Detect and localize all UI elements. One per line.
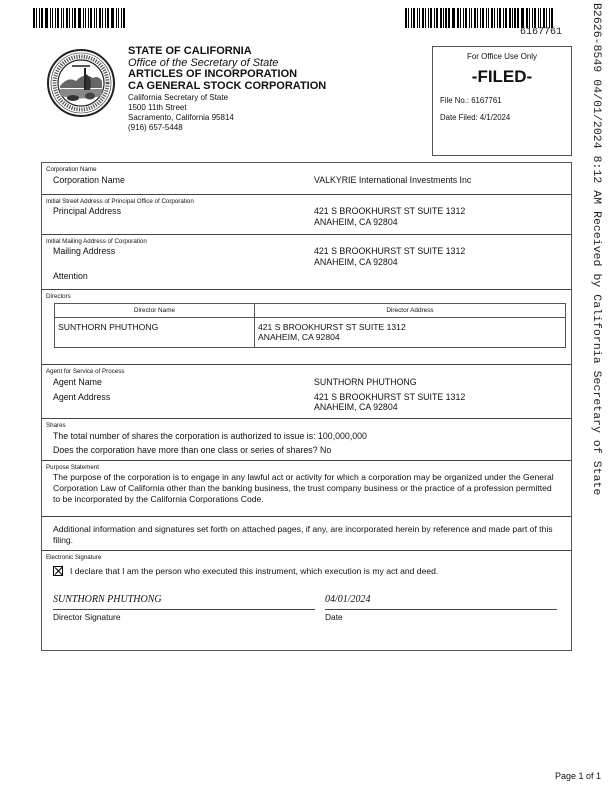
sos-address-line: Sacramento, California 95814 bbox=[128, 113, 234, 123]
filed-status: -FILED- bbox=[471, 67, 533, 86]
director-signature-value: SUNTHORN PHUTHONG bbox=[53, 594, 315, 610]
barcode-bar bbox=[529, 8, 530, 28]
declaration-checkbox[interactable] bbox=[53, 566, 63, 576]
barcode-bar bbox=[474, 8, 476, 28]
section-label: Agent for Service of Process bbox=[46, 368, 125, 375]
barcode-bar bbox=[118, 8, 119, 28]
agent-name-value: SUNTHORN PHUTHONG bbox=[314, 377, 417, 387]
principal-address-line1: 421 S BROOKHURST ST SUITE 1312 bbox=[314, 206, 466, 216]
barcode-bar bbox=[33, 8, 35, 28]
barcode-bar bbox=[88, 8, 89, 28]
barcode-bar bbox=[512, 8, 513, 28]
barcode-bar bbox=[69, 8, 70, 28]
section-corporation-name bbox=[42, 163, 571, 195]
document-header bbox=[128, 46, 326, 133]
director-address bbox=[255, 318, 566, 348]
sos-phone: (916) 657-5448 bbox=[128, 123, 183, 133]
barcode-bar bbox=[551, 8, 553, 28]
field-label: Attention bbox=[53, 271, 88, 282]
barcode-bar bbox=[411, 8, 412, 28]
mailing-address-line1: 421 S BROOKHURST ST SUITE 1312 bbox=[314, 246, 466, 256]
field-label: Mailing Address bbox=[53, 246, 116, 256]
barcode-bar bbox=[94, 8, 95, 28]
signature-date-value: 04/01/2024 bbox=[325, 594, 557, 610]
file-number: File No.: 6167761 bbox=[440, 96, 502, 105]
barcode-bar bbox=[61, 8, 62, 28]
barcode-bar bbox=[430, 8, 432, 28]
document-subtitle: CA GENERAL STOCK CORPORATION bbox=[128, 79, 327, 92]
barcode-bar bbox=[491, 8, 493, 28]
purpose-statement: The purpose of the corporation is to engage in any lawful act or activity for which a corporation may be organized under the General Corporation Law of California other than the banking business, the trust company business or the practice of a profession permitted to be incorporated by the California Corporations Code. bbox=[53, 472, 554, 505]
page-number: Page 1 of 1 bbox=[555, 771, 602, 781]
barcode-bar bbox=[55, 8, 56, 28]
sos-address-line: 1500 11th Street bbox=[128, 103, 187, 113]
barcode-bar bbox=[85, 8, 86, 28]
field-label: Agent Name bbox=[53, 377, 102, 387]
date-filed: Date Filed: 4/1/2024 bbox=[440, 113, 511, 122]
articles-form bbox=[41, 162, 572, 651]
barcode-bar bbox=[116, 8, 118, 28]
additional-info-text: Additional information and signatures set forth on attached pages, if any, are incorporated herein by reference and made part of this filing. bbox=[53, 524, 553, 546]
barcode-bar bbox=[123, 8, 125, 28]
agent-address-line1: 421 S BROOKHURST ST SUITE 1312 bbox=[314, 391, 466, 402]
director-address-line1: 421 S BROOKHURST ST SUITE 1312 bbox=[258, 322, 406, 332]
section-label: Shares bbox=[46, 422, 66, 429]
barcode-bar bbox=[471, 8, 472, 28]
barcode-bar bbox=[448, 8, 450, 28]
barcode-bar bbox=[465, 8, 467, 28]
barcode-bar bbox=[99, 8, 101, 28]
mailing-address-line2: ANAHEIM, CA 92804 bbox=[314, 256, 398, 267]
corporation-name-value: VALKYRIE International Investments Inc bbox=[314, 175, 472, 185]
barcode-bar bbox=[505, 8, 506, 28]
office-use-box bbox=[432, 46, 572, 156]
barcode-bar bbox=[74, 8, 76, 28]
barcode-bar bbox=[477, 8, 478, 28]
section-additional-info bbox=[42, 517, 571, 551]
barcode-bar bbox=[517, 8, 519, 28]
barcode-bar bbox=[66, 8, 68, 28]
barcode-bar bbox=[102, 8, 103, 28]
barcode-bar bbox=[50, 8, 52, 28]
barcode-bar bbox=[422, 8, 424, 28]
office-use-title: For Office Use Only bbox=[466, 52, 538, 61]
section-agent bbox=[42, 365, 571, 419]
barcode-bar bbox=[63, 8, 64, 28]
barcode-bar bbox=[79, 8, 80, 28]
barcode-bar bbox=[486, 8, 487, 28]
barcode-bar bbox=[107, 8, 109, 28]
principal-address-line2: ANAHEIM, CA 92804 bbox=[314, 216, 398, 227]
barcode-number: 6167761 bbox=[520, 27, 563, 38]
barcode-right bbox=[405, 8, 555, 28]
barcode-bar bbox=[549, 8, 550, 28]
barcode-bar bbox=[112, 8, 113, 28]
barcode-bar bbox=[121, 8, 122, 28]
state-name: STATE OF CALIFORNIA bbox=[128, 45, 252, 57]
barcode-bar bbox=[526, 8, 528, 28]
section-label: Initial Mailing Address of Corporation bbox=[46, 238, 147, 245]
section-label: Corporation Name bbox=[46, 166, 97, 173]
sos-address bbox=[128, 93, 326, 133]
table-row bbox=[55, 318, 566, 348]
state-seal-icon bbox=[46, 48, 116, 118]
authorized-shares: The total number of shares the corporation is authorized to issue is: 100,000,000 bbox=[53, 431, 367, 441]
barcode-bar bbox=[425, 8, 426, 28]
barcode-bar bbox=[419, 8, 420, 28]
barcode-bar bbox=[469, 8, 470, 28]
director-signature-label: Director Signature bbox=[53, 612, 121, 622]
barcode-left bbox=[33, 8, 127, 28]
barcode-bar bbox=[83, 8, 85, 28]
barcode-bar bbox=[45, 8, 46, 28]
barcode-bar bbox=[46, 8, 47, 28]
barcode-bar bbox=[428, 8, 429, 28]
barcode-bar bbox=[57, 8, 59, 28]
barcode-bar bbox=[453, 8, 454, 28]
section-label: Directors bbox=[46, 293, 71, 300]
signature-date-label: Date bbox=[325, 612, 343, 622]
section-label: Purpose Statement bbox=[46, 464, 99, 471]
column-header: Director Address bbox=[255, 304, 566, 318]
barcode-bar bbox=[546, 8, 547, 28]
document-title: ARTICLES OF INCORPORATION bbox=[128, 68, 298, 81]
barcode-bar bbox=[434, 8, 435, 28]
barcode-bar bbox=[443, 8, 444, 28]
barcode-bar bbox=[452, 8, 453, 28]
barcode-bar bbox=[482, 8, 484, 28]
barcode-bar bbox=[514, 8, 515, 28]
section-label: Initial Street Address of Principal Office of Corporation bbox=[46, 198, 194, 205]
barcode-bar bbox=[509, 8, 511, 28]
barcode-bar bbox=[39, 8, 40, 28]
barcode-bar bbox=[413, 8, 415, 28]
section-principal-office bbox=[42, 195, 571, 235]
share-classes: Does the corporation have more than one class or series of shares? No bbox=[53, 445, 332, 455]
barcode-bar bbox=[436, 8, 437, 28]
barcode-bar bbox=[105, 8, 106, 28]
section-mailing-address bbox=[42, 235, 571, 290]
barcode-bar bbox=[52, 8, 53, 28]
barcode-bar bbox=[497, 8, 498, 28]
barcode-bar bbox=[445, 8, 446, 28]
field-label: Agent Address bbox=[53, 391, 111, 402]
barcode-bar bbox=[540, 8, 541, 28]
agent-address-line2: ANAHEIM, CA 92804 bbox=[314, 402, 398, 413]
barcode-bar bbox=[532, 8, 533, 28]
barcode-bar bbox=[457, 8, 459, 28]
barcode-bar bbox=[538, 8, 539, 28]
barcode-bar bbox=[480, 8, 481, 28]
barcode-bar bbox=[440, 8, 442, 28]
barcode-bar bbox=[488, 8, 489, 28]
section-purpose bbox=[42, 461, 571, 517]
barcode-bar bbox=[503, 8, 504, 28]
barcode-bar bbox=[522, 8, 523, 28]
barcode-bar bbox=[417, 8, 418, 28]
barcode-bar bbox=[36, 8, 37, 28]
barcode-bar bbox=[96, 8, 97, 28]
barcode-bar bbox=[41, 8, 43, 28]
section-shares bbox=[42, 419, 571, 461]
barcode-bar bbox=[499, 8, 501, 28]
barcode-bar bbox=[111, 8, 112, 28]
barcode-bar bbox=[72, 8, 73, 28]
barcode-bar bbox=[463, 8, 464, 28]
received-stamp-text: B2626-8549 04/01/2024 8:12 AM Received by California Secretary of State bbox=[590, 3, 602, 496]
column-header: Director Name bbox=[55, 304, 255, 318]
sos-address-line: California Secretary of State bbox=[128, 93, 229, 103]
table-header-row bbox=[55, 304, 566, 318]
received-stamp bbox=[588, 3, 602, 496]
barcode-bar bbox=[408, 8, 409, 28]
section-electronic-signature bbox=[42, 551, 571, 622]
barcode-bar bbox=[78, 8, 79, 28]
barcode-bar bbox=[494, 8, 495, 28]
declaration-text: I declare that I am the person who executed this instrument, which execution is my act and deed. bbox=[70, 566, 439, 576]
barcode-bar bbox=[534, 8, 536, 28]
section-directors bbox=[42, 290, 571, 365]
field-label: Corporation Name bbox=[53, 175, 125, 185]
section-label: Electronic Signature bbox=[46, 554, 102, 561]
field-label: Principal Address bbox=[53, 206, 121, 216]
barcode-bar bbox=[90, 8, 92, 28]
director-address-line2: ANAHEIM, CA 92804 bbox=[258, 332, 340, 343]
office-name: Office of the Secretary of State bbox=[128, 56, 279, 69]
directors-table bbox=[54, 303, 566, 348]
barcode-bar bbox=[521, 8, 522, 28]
barcode-bar bbox=[405, 8, 407, 28]
director-name: SUNTHORN PHUTHONG bbox=[55, 318, 255, 348]
barcode-bar bbox=[460, 8, 461, 28]
barcode-bar bbox=[543, 8, 545, 28]
